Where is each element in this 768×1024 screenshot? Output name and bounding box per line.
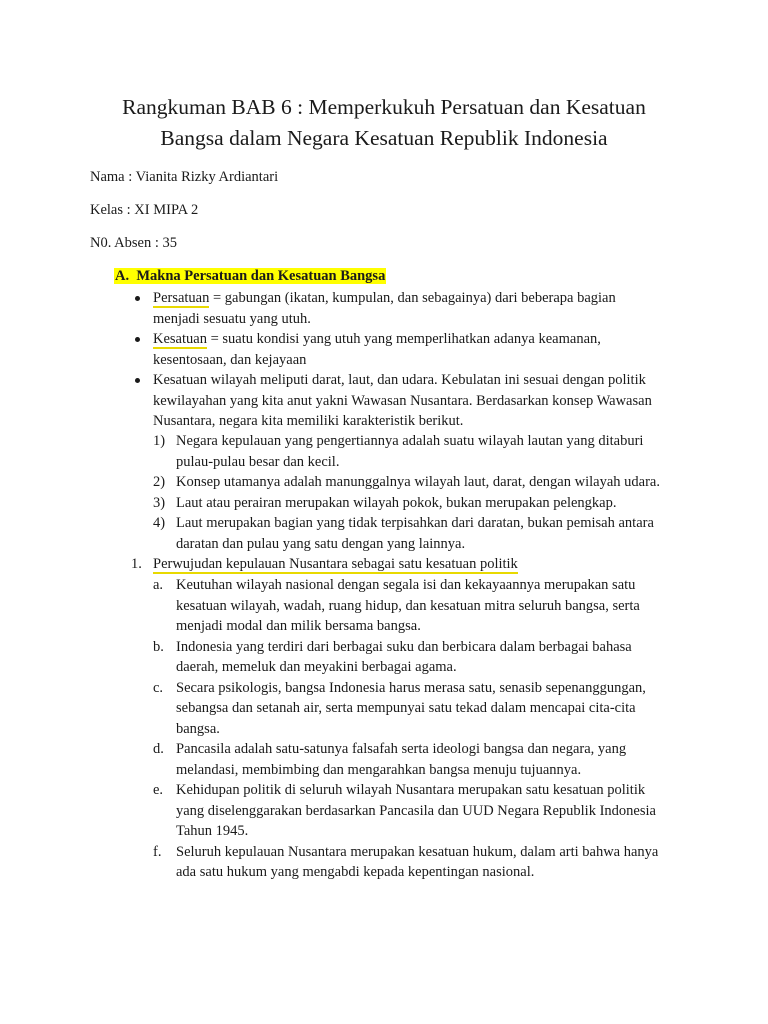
list-item: Secara psikologis, bangsa Indonesia harus merasa satu, senasib sepenanggungan, [176,679,646,696]
list-item-cont: menjadi modal dan milik bersama bangsa. [176,618,421,634]
section-a-title: Makna Persatuan dan Kesatuan Bangsa [136,268,386,284]
list-item: Laut atau perairan merupakan wilayah pokok, bukan merupakan pelengkap. [176,494,617,511]
list-marker: b. [153,638,164,655]
list-item-cont: sebangsa dan setanah air, serta mempunyai satu tekad dalam mencapai cita-cita [176,700,636,716]
list-item-cont: Tahun 1945. [176,823,249,839]
bullet-icon [135,337,140,342]
bullet-text-cont: kewilayahan yang kita anut yakni Wawasan Nusantara. Berdasarkan konsep Wawasan [153,392,652,409]
student-name: Nama : Vianita Rizky Ardiantari [90,169,279,185]
section-a-marker: A. [115,268,130,284]
list-marker: a. [153,577,164,593]
bullet-text: = gabungan (ikatan, kumpulan, dan sebagainya) dari beberapa bagian [209,290,616,306]
list-item: Keutuhan wilayah nasional dengan segala isi dan kekayaannya merupakan satu [176,577,636,593]
subsection-marker: 1. [131,556,142,572]
list-item-cont: melandasi, membimbing dan mengarahkan bangsa menuju tujuannya. [176,761,582,778]
title-line-2: Bangsa dalam Negara Kesatuan Republik Indonesia [160,126,608,150]
list-marker: c. [153,679,164,696]
list-item: Negara kepulauan yang pengertiannya adalah suatu wilayah lautan yang ditaburi [176,433,644,449]
list-item: Konsep utamanya adalah manunggalnya wilayah laut, darat, dengan wilayah udara. [176,474,660,490]
student-class: Kelas : XI MIPA 2 [90,202,199,218]
list-item-cont: pulau-pulau besar dan kecil. [176,453,340,470]
list-item: Seluruh kepulauan Nusantara merupakan kesatuan hukum, dalam arti bahwa hanya [176,843,659,860]
list-marker: 4) [153,515,166,531]
list-item: Indonesia yang terdiri dari berbagai suku dan berbicara dalam berbagai bahasa [176,638,632,655]
list-item-cont: kesatuan wilayah, wadah, ruang hidup, dan kesatuan mitra seluruh bangsa, serta [176,597,640,614]
list-item-cont: yang diselenggarakan berdasarkan Pancasila dan UUD Negara Republik Indonesia [176,802,656,819]
document-title [60,92,708,154]
list-marker: 2) [153,474,166,490]
list-item: Kehidupan politik di seluruh wilayah Nusantara merupakan satu kesatuan politik [176,782,646,798]
student-absen: N0. Absen : 35 [90,235,177,251]
list-marker: e. [153,782,164,798]
bullet-icon [135,378,140,383]
section-a-highlight [114,268,386,284]
list-item-cont: ada satu hukum yang mengabdi kepada kepentingan nasional. [176,864,535,880]
list-item-cont: daerah, memeluk dan meyakini berbagai agama. [176,659,457,675]
subsection-heading [153,554,518,575]
list-item: Pancasila adalah satu-satunya falsafah serta ideologi bangsa dan negara, yang [176,741,627,757]
bullet-item-wilayah: Kesatuan wilayah meliputi darat, laut, dan udara. Kebulatan ini sesuai dengan politik [153,372,646,388]
subsection-heading-text: Perwujudan kepulauan Nusantara sebagai satu kesatuan politik [153,556,518,572]
bullet-text: = suatu kondisi yang utuh yang memperlihatkan adanya keamanan, [206,331,601,347]
section-a-heading [114,266,386,286]
list-marker: d. [153,741,164,757]
list-marker: f. [153,843,162,860]
bullet-text-cont: kesentosaan, dan kejayaan [153,351,307,368]
list-item-cont: bangsa. [176,720,220,737]
bullet-text-cont: menjadi sesuatu yang utuh. [153,310,311,327]
bullet-icon [135,296,140,301]
title-line-1: Rangkuman BAB 6 : Memperkukuh Persatuan dan Kesatuan [122,95,646,119]
list-item: Laut merupakan bagian yang tidak terpisahkan dari daratan, bukan pemisah antara [176,515,654,531]
list-item-cont: daratan dan pulau yang satu dengan yang lainnya. [176,535,466,552]
term-persatuan: Persatuan [153,290,210,306]
list-marker: 1) [153,433,166,449]
bullet-text-cont: Nusantara, negara kita memiliki karakteristik berikut. [153,413,464,429]
bullet-item-persatuan [153,288,616,309]
list-marker: 3) [153,494,166,511]
bullet-item-kesatuan [153,329,601,350]
term-kesatuan: Kesatuan [153,331,207,347]
